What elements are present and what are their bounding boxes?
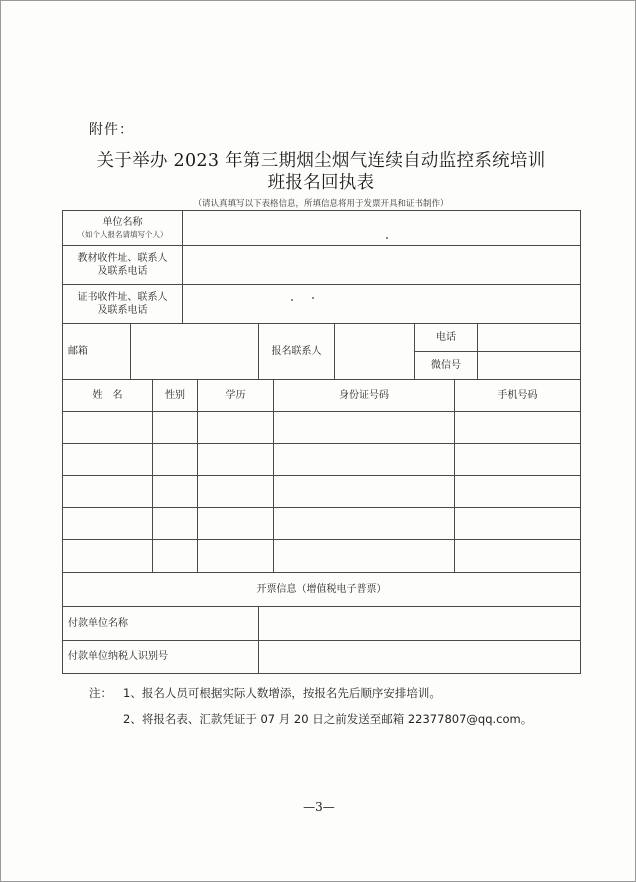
- material-address-field[interactable]: [183, 246, 580, 284]
- payer-name-label: 付款单位名称: [68, 617, 128, 629]
- form-title-line-1: 关于举办 2023 年第三期烟尘烟气连续自动监控系统培训: [96, 151, 546, 171]
- form-title-line-2: 班报名回执表: [267, 173, 375, 193]
- cert-address-field[interactable]: [183, 285, 580, 323]
- attendee-row[interactable]: [63, 476, 580, 507]
- material-address-label-line-2: 及联系电话: [97, 266, 148, 277]
- scan-speck: [312, 297, 314, 299]
- payer-tax-id-label: 付款单位纳税人识别号: [68, 651, 168, 663]
- attendee-row[interactable]: [63, 508, 580, 539]
- phone-label: 电话: [436, 331, 456, 343]
- contact-person-label: 报名联系人: [271, 345, 322, 357]
- invoice-section-title: 开票信息（增值税电子普票）: [256, 583, 387, 595]
- table-border-right: [580, 210, 581, 674]
- column-header-gender: 性别: [165, 389, 185, 401]
- material-address-label-line-1: 教材收件址、联系人: [77, 252, 168, 264]
- unit-name-label: 单位名称: [102, 217, 143, 229]
- attendee-row[interactable]: [63, 444, 580, 475]
- note-2-text: 2、将报名表、汇款凭证于 07 月 20 日之前发送至邮箱 22377807@qq.com。: [123, 712, 533, 726]
- wechat-label: 微信号: [431, 359, 461, 371]
- column-header-mobile: 手机号码: [497, 389, 538, 401]
- material-address-label-cell: [63, 246, 182, 284]
- cert-address-label-cell: [63, 285, 182, 323]
- note-1-text: 1、报名人员可根据实际人数增添，按报名先后顺序安排培训。: [123, 686, 441, 700]
- unit-name-label-cell: [63, 211, 182, 245]
- unit-name-field[interactable]: [183, 211, 580, 245]
- attendee-row[interactable]: [63, 412, 580, 443]
- phone-field[interactable]: [478, 324, 580, 351]
- attachment-label: 附件：: [89, 122, 134, 138]
- email-field[interactable]: [131, 324, 258, 379]
- scan-speck: [386, 237, 388, 239]
- table-border-bottom: [62, 673, 581, 674]
- scan-speck: [291, 299, 293, 301]
- contact-person-field[interactable]: [335, 324, 414, 379]
- unit-name-hint: （如个人报名请填写个人）: [77, 229, 168, 239]
- email-label: 邮箱: [68, 345, 88, 357]
- note-prefix: 注：: [89, 686, 112, 700]
- payer-tax-id-field[interactable]: [259, 641, 580, 673]
- form-subnote: （请认真填写以下表格信息，所填信息将用于发票开具和证书制作）: [193, 199, 449, 209]
- wechat-field[interactable]: [478, 352, 580, 379]
- cert-address-label-line-1: 证书收件址、联系人: [77, 291, 168, 303]
- column-header-education: 学历: [225, 389, 246, 401]
- column-header-id-number: 身份证号码: [339, 389, 389, 401]
- cert-address-label-line-2: 及联系电话: [97, 305, 148, 316]
- note-line-1: [89, 685, 441, 701]
- payer-name-field[interactable]: [259, 607, 580, 640]
- column-header-name: 姓 名: [92, 389, 123, 401]
- page-number: —3—: [303, 800, 335, 814]
- attendee-row[interactable]: [63, 540, 580, 572]
